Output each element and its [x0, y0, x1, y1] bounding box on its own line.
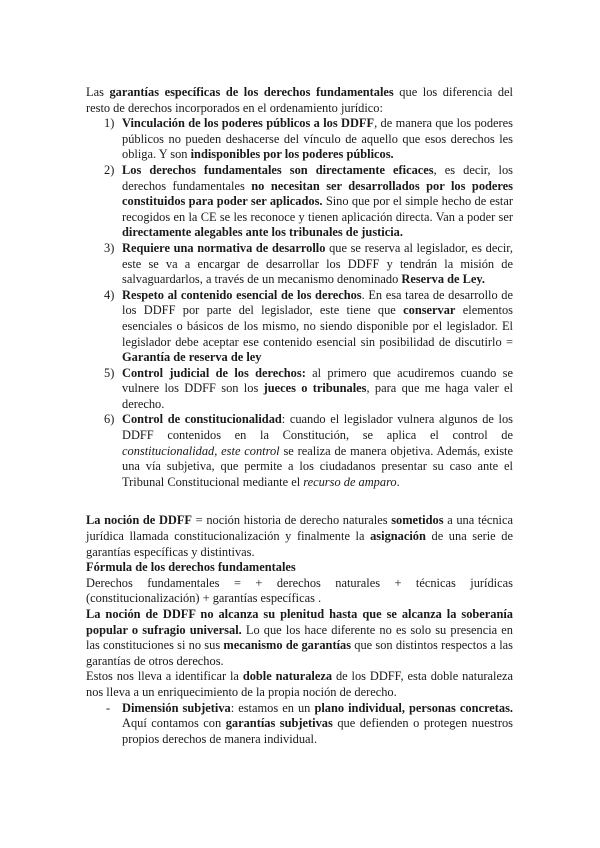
doble-text: de los DDFF, esta doble naturaleza nos lleva a un enriquecimiento de la propia noción de derecho. — [86, 669, 514, 699]
item-heading: Control de constitucionalidad — [122, 412, 282, 427]
item-heading: Control judicial de los derechos: — [122, 365, 306, 380]
spacer — [86, 490, 513, 513]
item-text: Sino que por el simple hecho de estar recogidos en la CE se les reconoce y tienen aplicación directa. Van a poder ser — [122, 194, 513, 224]
soberania-text: que son distintos respectos a las garantías de otros derechos. — [86, 638, 513, 668]
soberania-text: Lo que los hace diferente no es solo su presencia en las constituciones si no sus — [86, 622, 513, 653]
formula-word: = — [233, 575, 241, 590]
dimension-bold: plano individual, personas concretas. — [314, 700, 513, 715]
item-text: , para que me haga valer el derecho. — [122, 381, 513, 411]
garantias-list — [86, 116, 513, 490]
intro-bold: garantías específicas de los derechos fundamentales — [109, 85, 394, 99]
list-item — [86, 163, 513, 241]
list-item — [86, 288, 513, 366]
formula-word: + — [255, 575, 263, 590]
item-bold: Garantía de reserva de ley — [122, 350, 262, 365]
list-number: 1) — [104, 116, 115, 131]
item-heading: Respeto al contenido esencial de los derechos — [122, 287, 362, 302]
intro-paragraph — [86, 85, 513, 116]
list-item — [86, 412, 513, 490]
list-item — [86, 366, 513, 413]
soberania-bold: La noción de DDFF no alcanza su plenitud hasta que se alcanza la soberanía popular o sufragio universal. — [86, 607, 513, 637]
item-heading: Requiere una normativa de desarrollo — [122, 240, 326, 255]
nocion-text: = noción historia de derecho naturales — [192, 513, 392, 528]
list-item — [86, 241, 513, 288]
item-bold: conservar — [403, 303, 456, 318]
document-body — [86, 85, 513, 747]
formula-heading-text: Fórmula de los derechos fundamentales — [86, 560, 296, 575]
item-text: : cuando el legislador vulnera algunos de los DDFF contenidos en la Constitución, se aplica el control de — [122, 412, 513, 443]
formula-word: naturales — [335, 575, 381, 590]
item-bold: directamente alegables ante los tribunales de justicia. — [122, 225, 403, 240]
item-bold: indisponibles por los poderes públicos. — [190, 147, 394, 162]
list-number: 2) — [104, 162, 115, 177]
item-text: , de manera que los poderes públicos no pueden deshacerse del vínculo de aquello que esos derechos les obliga. Y son — [122, 116, 513, 162]
item-heading: Vinculación de los poderes públicos a los DDFF — [122, 116, 375, 131]
formula-line-2: (constitucionalización) + garantías específicas . — [86, 591, 322, 606]
formula-heading — [86, 560, 513, 576]
formula-word: + — [394, 575, 402, 590]
dimension-text: que defienden o protegen nuestros propios derechos de manera individual. — [122, 716, 513, 746]
dimension-text: Aquí contamos con — [122, 716, 226, 731]
formula-word: Derechos — [86, 575, 133, 590]
nocion-bold: asignación — [370, 529, 426, 544]
item-text: que se reserva al legislador, es decir, este se va a encargar de desarrollar los DDFF y tendrán la misión de salvaguardarlos, a través de un mecanismo denominado — [122, 240, 513, 287]
item-heading: Los derechos fundamentales son directamente eficaces — [122, 162, 434, 177]
doble-paragraph — [86, 669, 513, 700]
soberania-paragraph — [86, 607, 513, 669]
doble-bold: doble naturaleza — [242, 669, 333, 684]
item-text: al primero que acudiremos cuando se vulnere los DDFF son los — [122, 365, 513, 396]
item-text: . — [396, 474, 400, 489]
intro-text-2: que los diferencia del resto de derechos incorporados en el ordenamiento jurídico: — [86, 85, 513, 115]
formula-line — [86, 576, 513, 592]
list-number: 4) — [104, 287, 115, 302]
dimension-list — [86, 701, 513, 748]
item-text: , es decir, los derechos fundamentales — [122, 162, 513, 193]
dimension-bold: Dimensión subjetiva — [122, 700, 231, 715]
nocion-bold: La noción de DDFF — [86, 513, 193, 528]
item-bold: jueces o tribunales — [263, 381, 367, 396]
soberania-bold: mecanismo de garantías — [223, 638, 352, 653]
nocion-text: a una técnica jurídica llamada constitucionalización y finalmente la — [86, 513, 514, 544]
list-number: 6) — [104, 412, 115, 427]
item-bold: Reserva de Ley. — [401, 272, 486, 287]
nocion-paragraph — [86, 513, 513, 560]
formula-word: técnicas — [415, 575, 456, 590]
list-number: 3) — [104, 240, 115, 255]
intro-text: Las — [86, 85, 110, 99]
list-number: 5) — [104, 365, 115, 380]
item-italic: recurso de amparo — [303, 474, 397, 489]
formula-word: derechos — [276, 575, 321, 590]
formula-word: jurídicas — [470, 575, 513, 590]
nocion-bold: sometidos — [391, 513, 444, 528]
item-text: se realiza de manera objetiva. Además, existe una vía subjetiva, que permite a los ciudadanos presentar su caso ante el Tribunal Constitucional mediante el — [122, 443, 513, 489]
item-text: . En esa tarea de desarrollo de los DDFF por parte del legislador, este tiene que — [122, 287, 513, 318]
doble-text: Estos nos lleva a identificar la — [86, 669, 243, 684]
item-text: elementos esenciales o básicos de los mismo, no siendo disponible por el legislador. El legislador debe aceptar ese contenido esencial sin posibilidad de discutirlo = — [122, 303, 513, 349]
dimension-text: : estamos en un — [230, 700, 315, 715]
dimension-bold: garantías subjetivas — [225, 716, 333, 731]
item-bold: no necesitan ser desarrollados por los poderes constituidos para poder ser aplicados. — [122, 178, 513, 209]
item-italic: constitucionalidad, este control — [122, 443, 280, 458]
list-item — [86, 701, 513, 748]
formula-word: fundamentales — [147, 575, 220, 590]
nocion-text: de una serie de garantías específicas y distintivas. — [86, 529, 513, 559]
dash-bullet: - — [106, 700, 111, 715]
list-item — [86, 116, 513, 163]
